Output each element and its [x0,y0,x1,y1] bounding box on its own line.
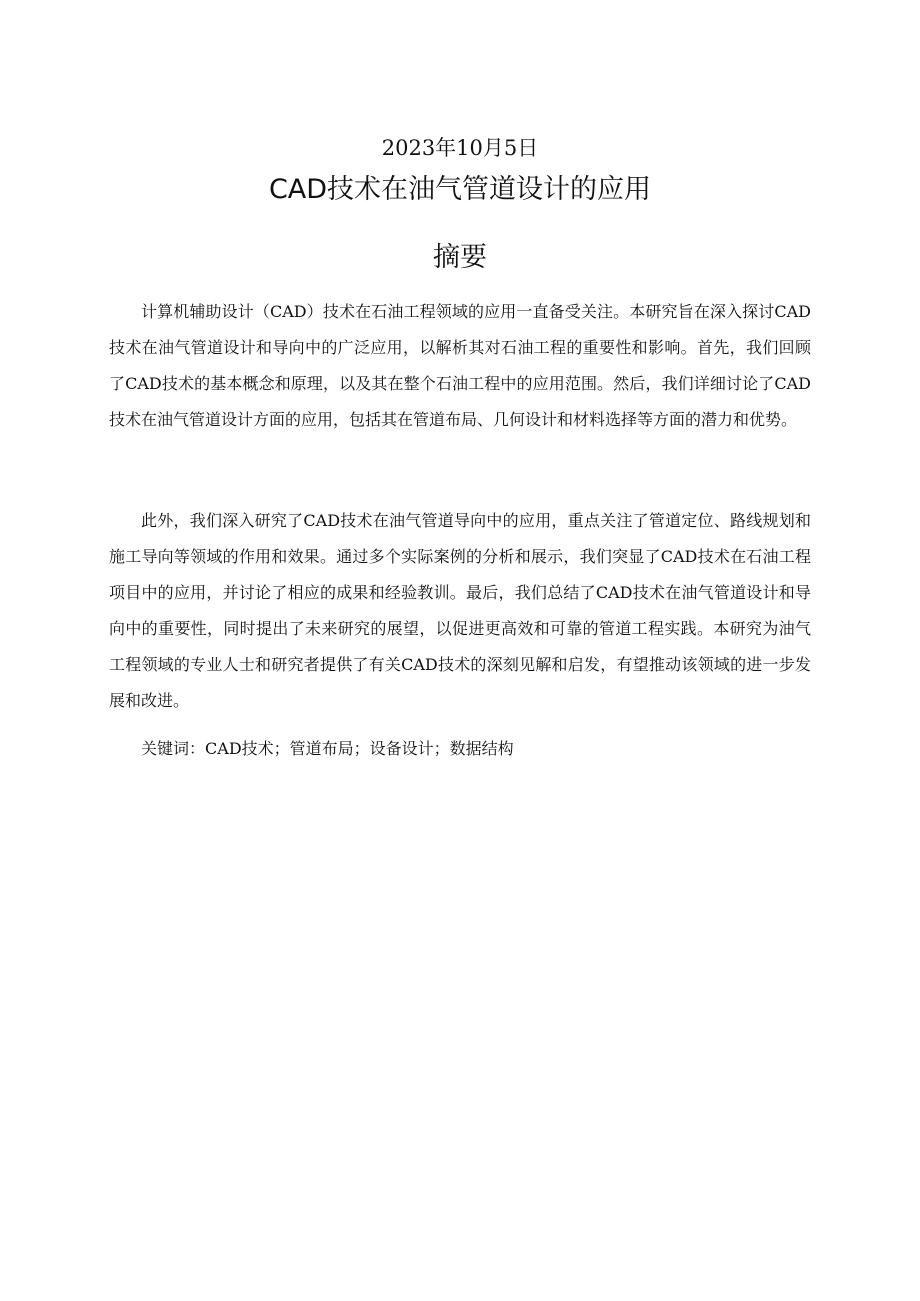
keywords-line [109,731,811,767]
document-title: CAD技术在油气管道设计的应用 [268,174,652,205]
keywords-text: CAD技术；管道布局；设备设计；数据结构 [205,739,514,758]
keywords-label: 关键词： [141,739,206,758]
abstract-heading: 摘要 [433,242,487,273]
document-date: 2023年10月5日 [381,136,539,160]
abstract-paragraph-2: 此外，我们深入研究了CAD技术在油气管道导向中的应用，重点关注了管道定位、路线规划和施工导向等领域的作用和效果。通过多个实际案例的分析和展示，我们突显了CAD技术在石油工程项目中的应用，并讨论了相应的成果和经验教训。最后，我们总结了CAD技术在油气管道设计和导向中的重要性，同时提出了未来研究的展望，以促进更高效和可靠的管道工程实践。本研究为油气工程领域的专业人士和研究者提供了有关CAD技术的深刻见解和启发，有望推动该领域的进一步发展和改进。 [109,511,811,710]
abstract-paragraph-1: 计算机辅助设计（CAD）技术在石油工程领域的应用一直备受关注。本研究旨在深入探讨CAD技术在油气管道设计和导向中的广泛应用，以解析其对石油工程的重要性和影响。首先，我们回顾了CAD技术的基本概念和原理，以及其在整个石油工程中的应用范围。然后，我们详细讨论了CAD技术在油气管道设计方面的应用，包括其在管道布局、几何设计和材料选择等方面的潜力和优势。 [109,302,811,429]
